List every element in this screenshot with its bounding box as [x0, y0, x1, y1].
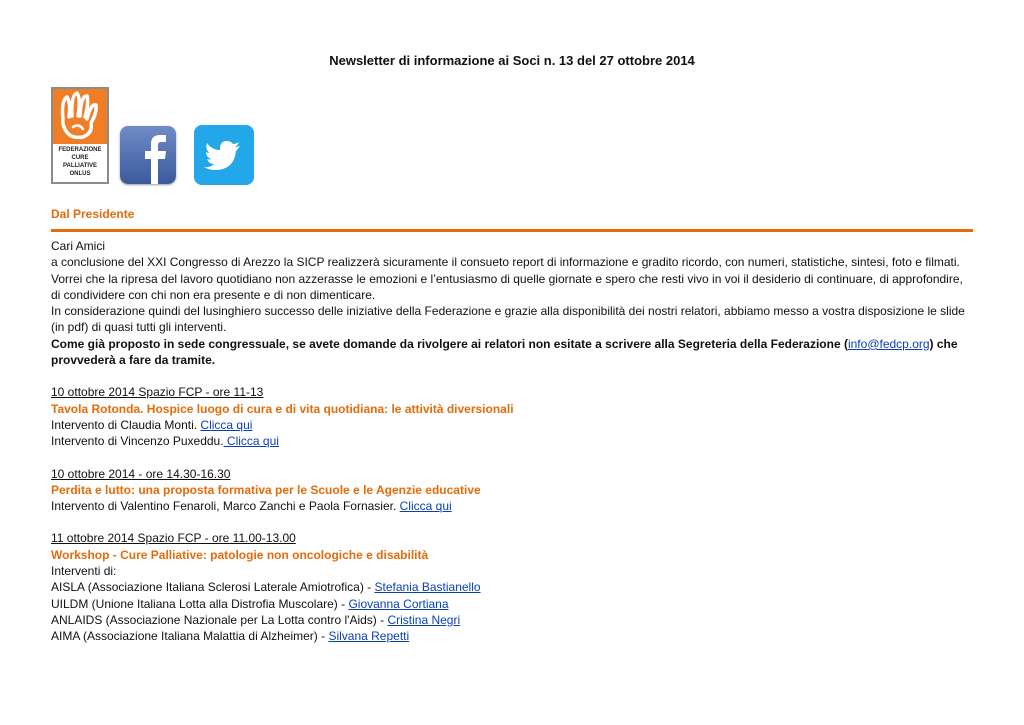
association-text: ANLAIDS (Associazione Nazionale per La Lotta contro l'Aids) - [51, 612, 388, 627]
speaker-text: Intervento di Valentino Fenaroli, Marco Zanchi e Paola Fornasier. [51, 499, 400, 514]
download-link[interactable]: Clicca qui [200, 417, 253, 432]
event-line [51, 417, 973, 433]
logo-line: PALLIATIVE [62, 163, 98, 169]
event-date: 10 ottobre 2014 - ore 14.30-16.30 [51, 466, 231, 481]
speaker-link[interactable]: Cristina Negri [387, 612, 461, 627]
association-text: UILDM (Unione Italiana Lotta alla Distrofia Muscolare) - [51, 596, 349, 611]
greeting: Cari Amici [51, 239, 106, 253]
contact-text-end: ) che provvederà a fare da tramite. [51, 336, 958, 368]
contact-text: Come già proposto in sede congressuale, se avete domande da rivolgere ai relatori non esitate a scrivere alla Segreteria della Federazione ( [51, 336, 848, 351]
event-line [51, 579, 973, 595]
event-intro: Interventi di: [51, 564, 117, 579]
fcp-logo [51, 87, 109, 184]
event-line [51, 628, 973, 644]
speaker-link[interactable]: Silvana Repetti [328, 629, 410, 644]
facebook-icon[interactable] [120, 126, 176, 184]
section-divider [51, 229, 973, 232]
event-title: Perdita e lutto: una proposta formativa per le Scuole e le Agenzie educative [51, 482, 481, 497]
event-block [51, 384, 973, 449]
event-title: Tavola Rotonda. Hospice luogo di cura e di vita quotidiana: le attività diversionali [51, 401, 514, 416]
speaker-text: Intervento di Vincenzo Puxeddu. [51, 434, 224, 449]
logo-line: CURE [71, 155, 89, 161]
association-text: AIMA (Associazione Italiana Malattia di Alzheimer) - [51, 629, 329, 644]
event-date: 11 ottobre 2014 Spazio FCP - ore 11.00-13.00 [51, 531, 296, 546]
logo-line: FEDERAZIONE [58, 147, 102, 153]
email-link[interactable]: info@fedcp.org [847, 336, 930, 351]
association-text: AISLA (Associazione Italiana Sclerosi Laterale Amiotrofica) - [51, 580, 375, 595]
speaker-link[interactable]: Giovanna Cortiana [348, 596, 449, 611]
intro-paragraph: In considerazione quindi del lusinghiero successo delle iniziative della Federazione e grazie alla disponibilità dei nostri relatori, abbiamo messo a vostra disposizione le slide (in pdf) di quasi tutti gli interventi. [51, 304, 965, 335]
section-heading: Dal Presidente [51, 207, 135, 221]
event-line [51, 433, 973, 449]
speaker-text: Intervento di Claudia Monti. [51, 417, 201, 432]
speaker-link[interactable]: Stefania Bastianello [374, 580, 481, 595]
event-block [51, 466, 973, 515]
event-line [51, 498, 973, 514]
download-link[interactable]: Clicca qui [399, 499, 452, 514]
newsletter-body [51, 238, 973, 645]
event-line [51, 596, 973, 612]
twitter-icon[interactable] [194, 125, 254, 185]
event-title: Workshop - Cure Palliative: patologie non oncologiche e disabilità [51, 547, 429, 562]
intro-paragraph: a conclusione del XXI Congresso di Arezzo la SICP realizzerà sicuramente il consueto report di informazione e gradito ricordo, con numeri, statistiche, sintesi, foto e filmati. [51, 255, 960, 270]
page-title: Newsletter di informazione ai Soci n. 13 del 27 ottobre 2014 [329, 53, 695, 68]
logo-line: ONLUS [69, 171, 91, 177]
intro-paragraph: Vorrei che la ripresa del lavoro quotidiano non azzerasse le emozioni e l’entusiasmo di quelle giornate e spero che resti vivo in voi il desiderio di continuare, di approfondire, di condividere con chi non era presente e di non dimenticare. [51, 271, 963, 302]
hand-logo-icon [53, 89, 107, 144]
event-block [51, 530, 973, 644]
download-link[interactable]: Clicca qui [223, 434, 279, 449]
event-date: 10 ottobre 2014 Spazio FCP - ore 11-13 [51, 385, 264, 400]
event-line [51, 612, 973, 628]
contact-paragraph [51, 336, 973, 369]
